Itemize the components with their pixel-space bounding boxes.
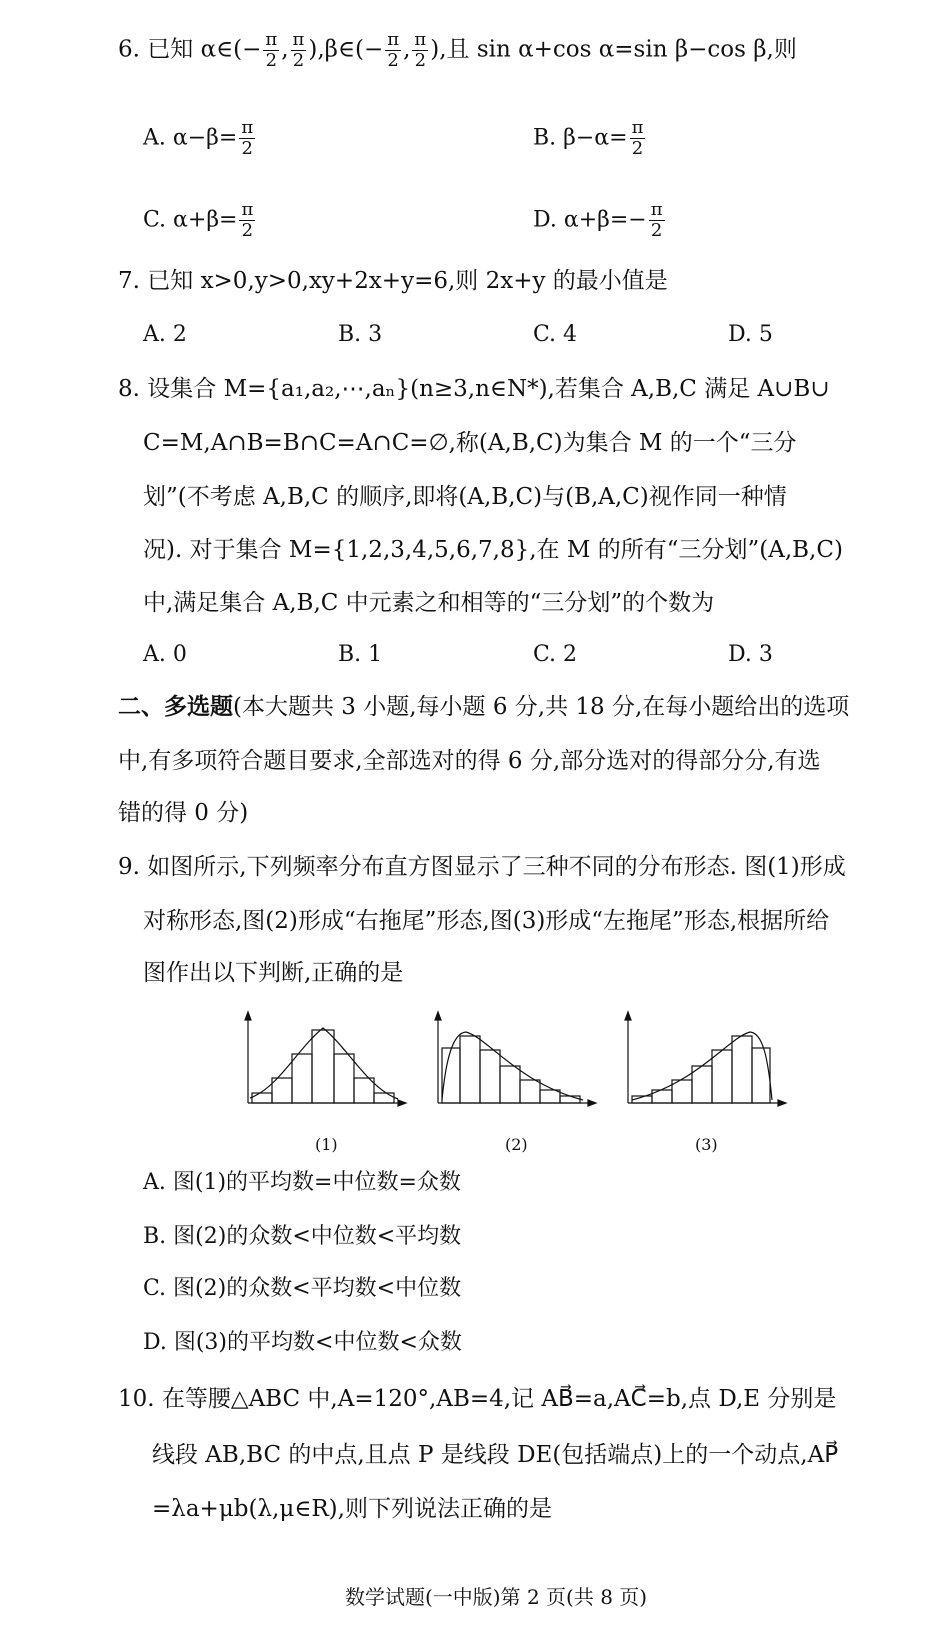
- q9-line-3: 图作出以下判断,正确的是: [143, 960, 404, 986]
- q8-option-a: A. 0: [143, 642, 187, 667]
- q7-option-a: A. 2: [143, 322, 187, 347]
- q9-option-b: B. 图(2)的众数<中位数<平均数: [143, 1224, 462, 1249]
- q6-option-d: D. α+β=− $\frac{\pi}{2}$: [533, 199, 663, 241]
- q6-stem-part: 6. 已知 α∈(−: [118, 36, 262, 63]
- q6-option-a: A. α−β= $\frac{\pi}{2}$: [143, 117, 254, 159]
- section2-line-1: 二、多选题(本大题共 3 小题,每小题 6 分,共 18 分,在每小题给出的选项: [118, 693, 850, 720]
- q9-line-1: 9. 如图所示,下列频率分布直方图显示了三种不同的分布形态. 图(1)形成: [118, 854, 846, 880]
- q8-line-3: 划”(不考虑 A,B,C 的顺序,即将(A,B,C)与(B,A,C)视作同一种情: [143, 484, 787, 510]
- q8-line-2: C=M,A∩B=B∩C=A∩C=∅,称(A,B,C)为集合 M 的一个“三分: [143, 430, 797, 456]
- figure-label-2: (2): [505, 1135, 528, 1154]
- figure-label-3: (3): [695, 1135, 718, 1154]
- fraction: $\frac{\pi}{2}$: [292, 29, 305, 71]
- q7-option-c: C. 4: [533, 322, 578, 347]
- q9-option-c: C. 图(2)的众数<平均数<中位数: [143, 1276, 462, 1301]
- q9-option-a: A. 图(1)的平均数=中位数=众数: [143, 1170, 461, 1195]
- section-heading: 二、多选题: [118, 693, 233, 720]
- figure-label-1: (1): [315, 1135, 338, 1154]
- q9-line-2: 对称形态,图(2)形成“右拖尾”形态,图(3)形成“左拖尾”形态,根据所给: [143, 908, 830, 934]
- q7-option-d: D. 5: [728, 322, 773, 347]
- q7-stem: 7. 已知 x>0,y>0,xy+2x+y=6,则 2x+y 的最小值是: [118, 268, 668, 294]
- q8-line-5: 中,满足集合 A,B,C 中元素之和相等的“三分划”的个数为: [143, 590, 715, 616]
- q8-option-b: B. 1: [338, 642, 383, 667]
- fraction: $\frac{\pi}{2}$: [265, 29, 278, 71]
- q8-option-d: D. 3: [728, 642, 773, 667]
- q8-option-c: C. 2: [533, 642, 578, 667]
- q10-line-2: 线段 AB,BC 的中点,且点 P 是线段 DE(包括端点)上的一个动点,AP⃗: [152, 1442, 839, 1468]
- q6-option-c: C. α+β= $\frac{\pi}{2}$: [143, 199, 254, 241]
- q10-line-1: 10. 在等腰△ABC 中,A=120°,AB=4,记 AB⃗=a,AC⃗=b,点 D,E 分别是: [118, 1386, 837, 1412]
- q6-option-b: B. β−α= $\frac{\pi}{2}$: [533, 117, 644, 159]
- q7-option-b: B. 3: [338, 322, 383, 347]
- histogram-figure-3: [618, 1008, 788, 1133]
- fraction: $\frac{\pi}{2}$: [414, 29, 427, 71]
- section2-line-2: 中,有多项符合题目要求,全部选对的得 6 分,部分选对的得部分分,有选: [118, 748, 821, 774]
- histogram-figure-1: [238, 1008, 408, 1133]
- fraction: $\frac{\pi}{2}$: [387, 29, 400, 71]
- q10-line-3: =λa+μb(λ,μ∈R),则下列说法正确的是: [152, 1496, 552, 1522]
- q6-stem: 6. 已知 α∈(− $\frac{\pi}{2}$ , $\frac{\pi}{2}$ ),β∈(− $\frac{\pi}{2}$ , $\frac{\pi}{2}$ ),且 sin α+cos α=sin β−cos β,则: [118, 29, 797, 71]
- q8-line-4: 况). 对于集合 M={1,2,3,4,5,6,7,8},在 M 的所有“三分划”(A,B,C): [143, 537, 843, 563]
- section2-line-3: 错的得 0 分): [118, 800, 249, 826]
- histogram-figure-2: [428, 1008, 598, 1133]
- page-footer: 数学试题(一中版)第 2 页(共 8 页): [345, 1585, 648, 1609]
- q9-option-d: D. 图(3)的平均数<中位数<众数: [143, 1330, 462, 1355]
- q8-line-1: 8. 设集合 M={a₁,a₂,⋯,aₙ}(n≥3,n∈N*),若集合 A,B,C 满足 A∪B∪: [118, 376, 830, 402]
